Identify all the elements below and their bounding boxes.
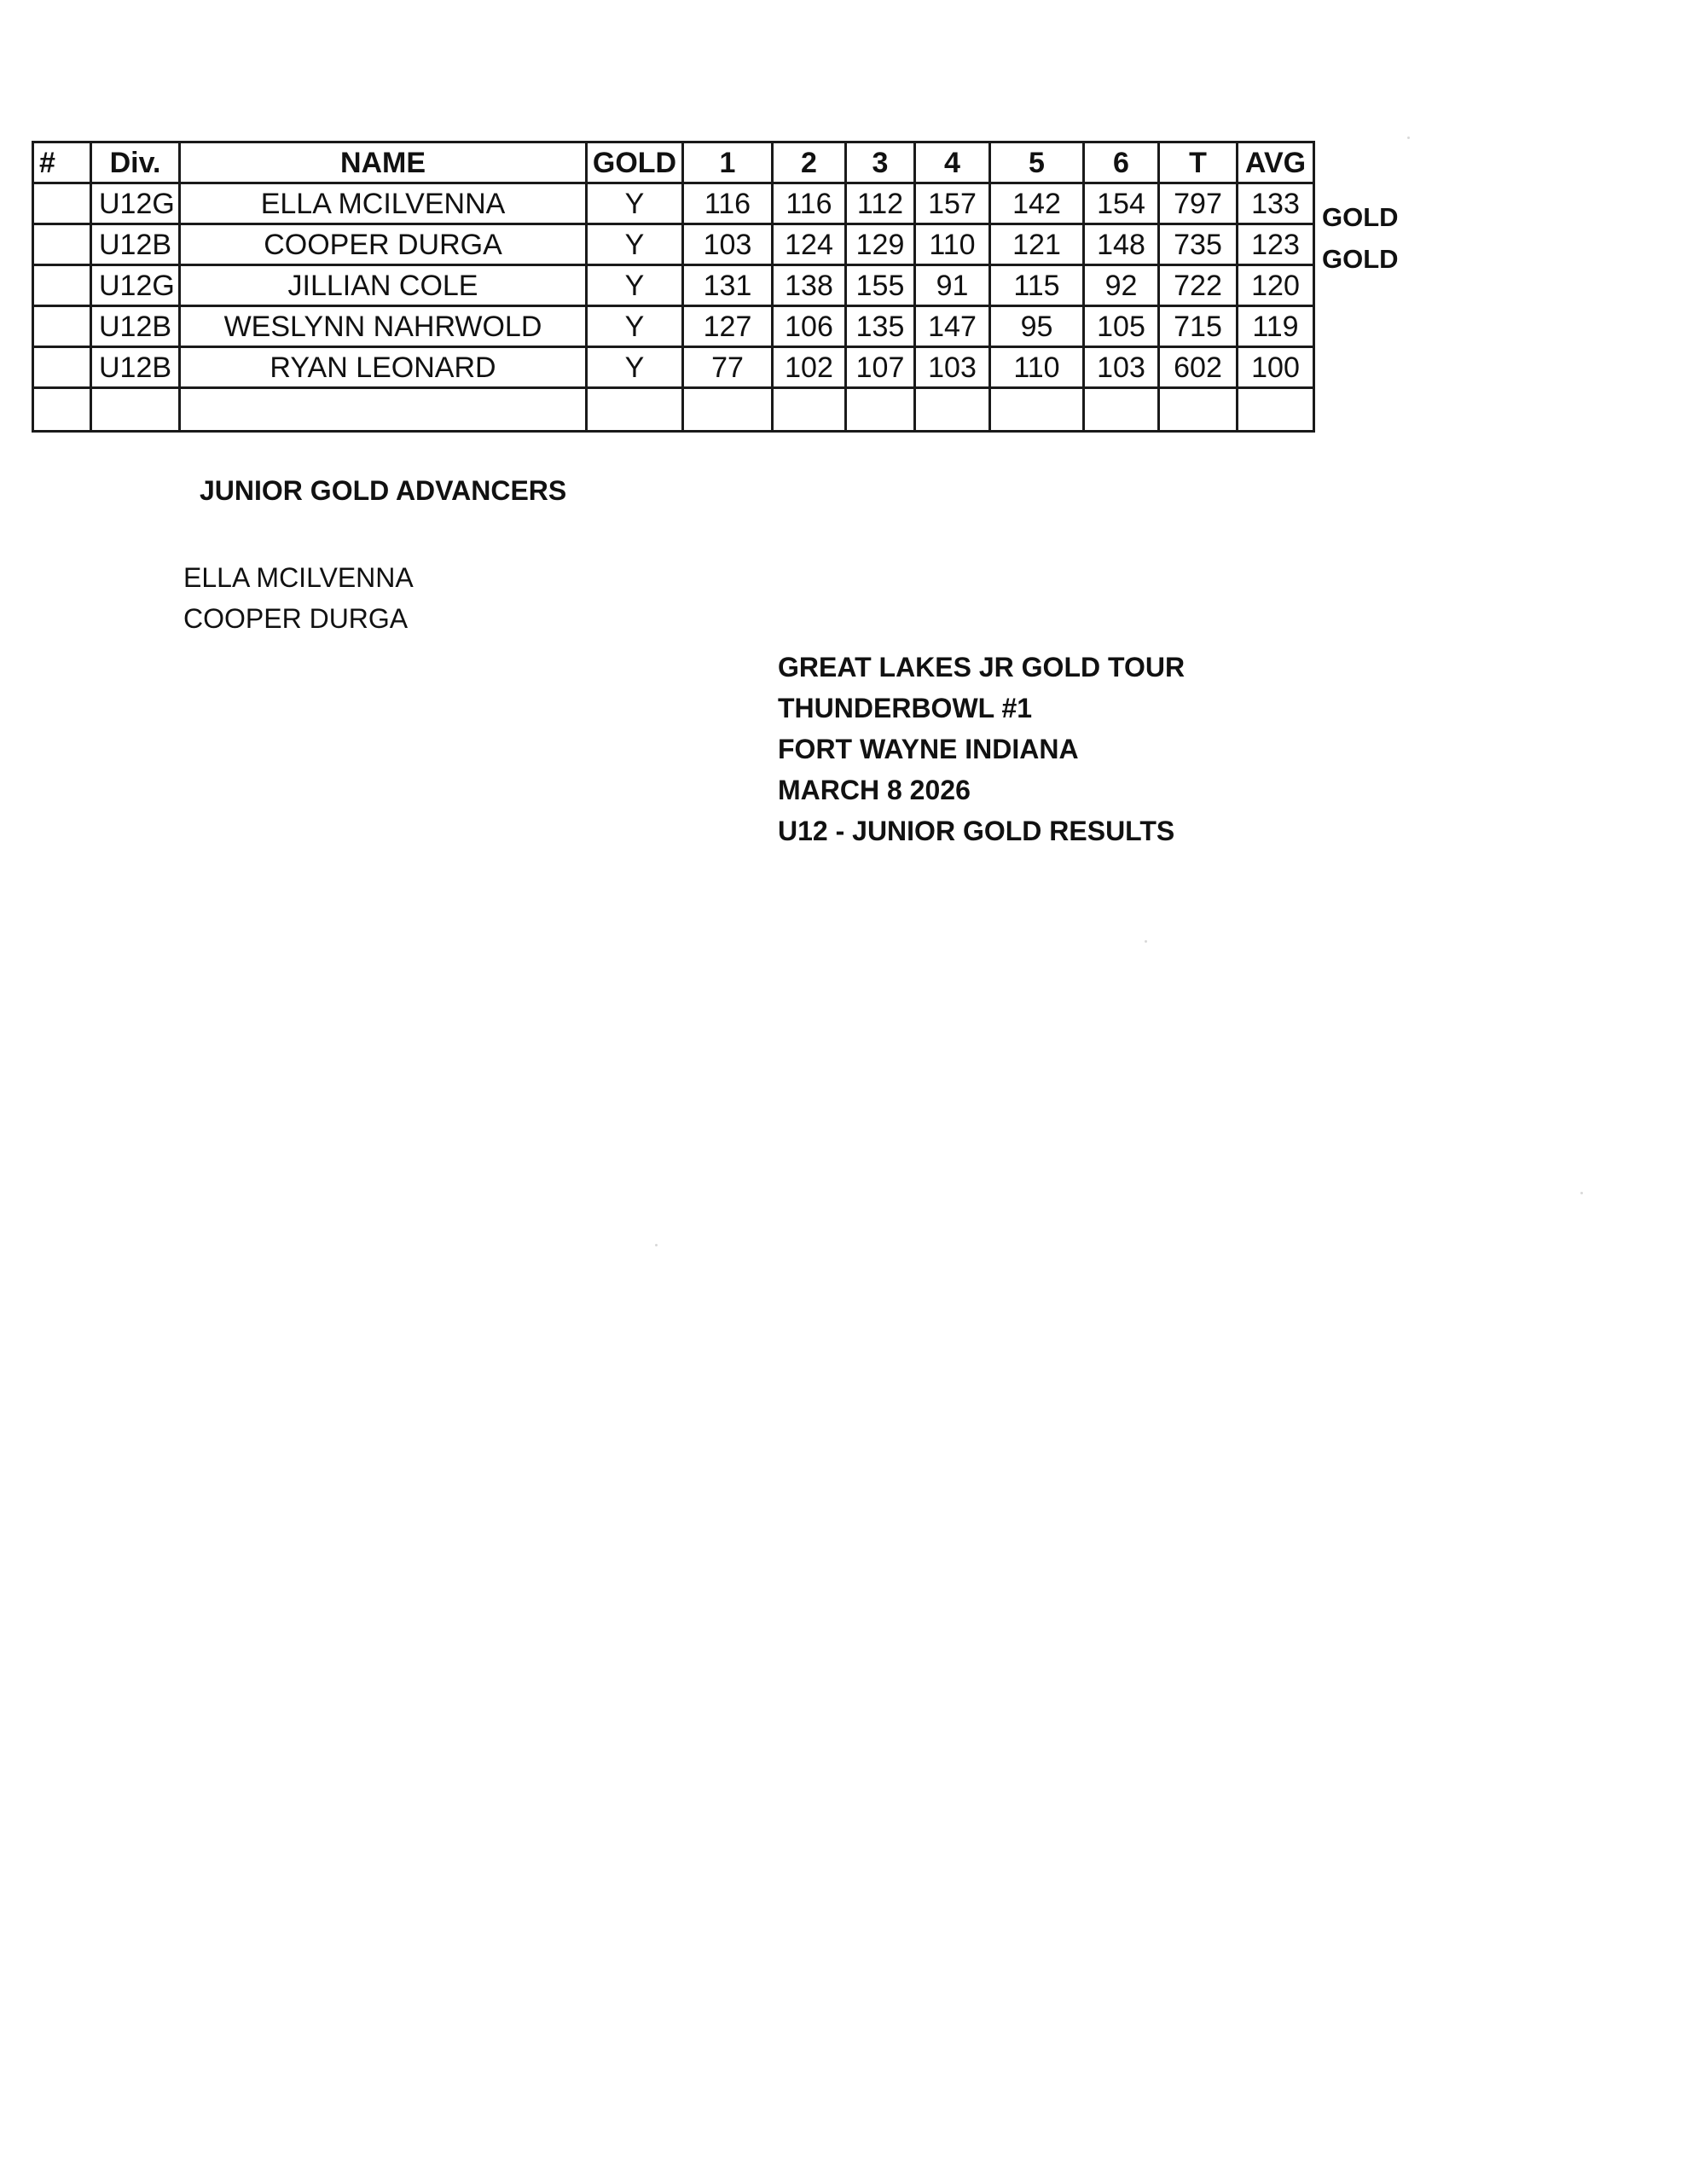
empty-cell xyxy=(33,388,91,432)
cell-game-1: 131 xyxy=(683,265,773,306)
gold-mark-row-1: GOLD xyxy=(1322,202,1399,232)
empty-cell xyxy=(587,388,683,432)
cell-game-1: 116 xyxy=(683,183,773,224)
table-header-row xyxy=(33,142,1314,183)
cell-game-6: 154 xyxy=(1084,183,1159,224)
header-game-2: 2 xyxy=(773,142,846,183)
empty-cell xyxy=(1238,388,1314,432)
cell-division: U12B xyxy=(91,306,180,347)
advancer-name: ELLA MCILVENNA xyxy=(183,562,414,593)
cell-game-5: 95 xyxy=(990,306,1084,347)
header-game-6: 6 xyxy=(1084,142,1159,183)
cell-number xyxy=(33,183,91,224)
cell-game-6: 105 xyxy=(1084,306,1159,347)
cell-gold: Y xyxy=(587,183,683,224)
cell-game-2: 116 xyxy=(773,183,846,224)
cell-number xyxy=(33,265,91,306)
header-game-5: 5 xyxy=(990,142,1084,183)
cell-game-4: 91 xyxy=(915,265,990,306)
cell-game-3: 107 xyxy=(846,347,915,388)
cell-total: 722 xyxy=(1159,265,1238,306)
cell-game-6: 148 xyxy=(1084,224,1159,265)
empty-cell xyxy=(1159,388,1238,432)
scan-speck xyxy=(1407,136,1410,139)
cell-name: WESLYNN NAHRWOLD xyxy=(180,306,587,347)
table-row xyxy=(33,306,1314,347)
cell-game-1: 77 xyxy=(683,347,773,388)
header-average: AVG xyxy=(1238,142,1314,183)
cell-game-5: 110 xyxy=(990,347,1084,388)
cell-gold: Y xyxy=(587,306,683,347)
cell-game-5: 142 xyxy=(990,183,1084,224)
cell-number xyxy=(33,224,91,265)
cell-game-4: 103 xyxy=(915,347,990,388)
event-location: FORT WAYNE INDIANA xyxy=(778,734,1079,764)
cell-gold: Y xyxy=(587,347,683,388)
cell-number xyxy=(33,347,91,388)
cell-game-1: 127 xyxy=(683,306,773,347)
cell-average: 133 xyxy=(1238,183,1314,224)
cell-total: 602 xyxy=(1159,347,1238,388)
advancers-list xyxy=(183,557,414,639)
cell-game-4: 157 xyxy=(915,183,990,224)
empty-cell xyxy=(91,388,180,432)
scan-speck xyxy=(655,1244,658,1246)
cell-game-2: 138 xyxy=(773,265,846,306)
event-info-block xyxy=(778,647,1185,851)
empty-cell xyxy=(773,388,846,432)
cell-total: 715 xyxy=(1159,306,1238,347)
advancers-title: JUNIOR GOLD ADVANCERS xyxy=(200,475,567,506)
table-row xyxy=(33,183,1314,224)
cell-game-6: 103 xyxy=(1084,347,1159,388)
cell-game-4: 147 xyxy=(915,306,990,347)
cell-game-3: 135 xyxy=(846,306,915,347)
header-division: Div. xyxy=(91,142,180,183)
blank-table-row xyxy=(33,388,1314,432)
event-tournament: THUNDERBOWL #1 xyxy=(778,693,1033,723)
event-date: MARCH 8 2026 xyxy=(778,775,971,805)
cell-average: 123 xyxy=(1238,224,1314,265)
cell-total: 735 xyxy=(1159,224,1238,265)
empty-cell xyxy=(990,388,1084,432)
cell-game-3: 129 xyxy=(846,224,915,265)
results-table xyxy=(32,141,1315,433)
cell-game-1: 103 xyxy=(683,224,773,265)
scan-speck xyxy=(1580,1192,1583,1194)
cell-game-2: 124 xyxy=(773,224,846,265)
cell-name: COOPER DURGA xyxy=(180,224,587,265)
cell-average: 120 xyxy=(1238,265,1314,306)
cell-game-6: 92 xyxy=(1084,265,1159,306)
cell-name: RYAN LEONARD xyxy=(180,347,587,388)
cell-division: U12G xyxy=(91,183,180,224)
cell-number xyxy=(33,306,91,347)
table-row xyxy=(33,265,1314,306)
cell-game-2: 102 xyxy=(773,347,846,388)
empty-cell xyxy=(846,388,915,432)
cell-gold: Y xyxy=(587,265,683,306)
cell-gold: Y xyxy=(587,224,683,265)
empty-cell xyxy=(180,388,587,432)
cell-division: U12G xyxy=(91,265,180,306)
empty-cell xyxy=(915,388,990,432)
cell-game-2: 106 xyxy=(773,306,846,347)
cell-division: U12B xyxy=(91,224,180,265)
empty-cell xyxy=(1084,388,1159,432)
cell-game-5: 115 xyxy=(990,265,1084,306)
table-row xyxy=(33,224,1314,265)
cell-game-3: 112 xyxy=(846,183,915,224)
advancer-name: COOPER DURGA xyxy=(183,603,409,634)
cell-average: 119 xyxy=(1238,306,1314,347)
header-game-1: 1 xyxy=(683,142,773,183)
event-tour-name: GREAT LAKES JR GOLD TOUR xyxy=(778,652,1186,682)
table-row xyxy=(33,347,1314,388)
cell-game-3: 155 xyxy=(846,265,915,306)
cell-name: JILLIAN COLE xyxy=(180,265,587,306)
cell-game-4: 110 xyxy=(915,224,990,265)
event-division-title: U12 - JUNIOR GOLD RESULTS xyxy=(778,816,1175,846)
header-game-4: 4 xyxy=(915,142,990,183)
empty-cell xyxy=(683,388,773,432)
cell-division: U12B xyxy=(91,347,180,388)
header-gold: GOLD xyxy=(587,142,683,183)
cell-name: ELLA MCILVENNA xyxy=(180,183,587,224)
header-number: # xyxy=(33,142,91,183)
header-total: T xyxy=(1159,142,1238,183)
cell-game-5: 121 xyxy=(990,224,1084,265)
scan-speck xyxy=(1145,940,1147,943)
cell-total: 797 xyxy=(1159,183,1238,224)
cell-average: 100 xyxy=(1238,347,1314,388)
header-game-3: 3 xyxy=(846,142,915,183)
gold-qualifier-marks xyxy=(1322,196,1399,280)
header-name: NAME xyxy=(180,142,587,183)
gold-mark-row-2: GOLD xyxy=(1322,244,1399,274)
